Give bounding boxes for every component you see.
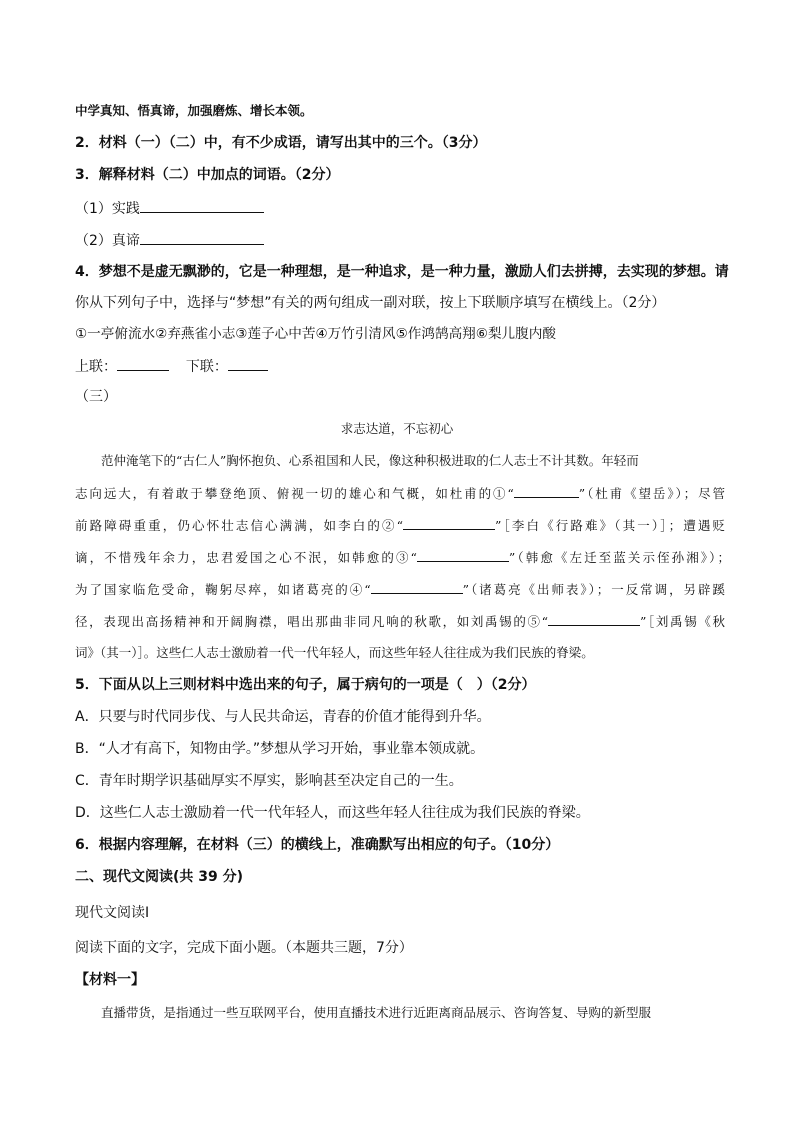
fill-blank-1[interactable] [514, 483, 579, 498]
question-5-option-b[interactable]: B．“人才有高下，知物由学。”梦想从学习开始，事业靠本领成就。 [75, 741, 485, 757]
question-4-line-1: 4．梦想不是虚无飘渺的，它是一种理想，是一种追求，是一种力量，激励人们去拼搏，去实现的梦想。请 [75, 264, 729, 280]
question-6: 6．根据内容理解，在材料（三）的横线上，准确默写出相应的句子。（10分） [75, 837, 560, 853]
question-5-option-a[interactable]: A．只要与时代同步伐、与人民共命运，青春的价值才能得到升华。 [75, 709, 491, 725]
question-4-line-2: 你从下列句子中，选择与“梦想”有关的两句组成一副对联，按上下联顺序填写在横线上。（2分） [75, 295, 666, 311]
lower-couplet-blank[interactable] [228, 356, 268, 371]
material-3-line-1: 范仲淹笔下的“古仁人”胸怀抱负、心系祖国和人民，像这种积极进取的仁人志士不计其数。年轻而 [101, 453, 639, 468]
question-5-option-d[interactable]: D．这些仁人志士激励着一代一代年轻人，而这些年轻人往往成为我们民族的脊梁。 [75, 805, 590, 821]
section-3-label: （三） [75, 389, 117, 405]
upper-couplet-blank[interactable] [117, 356, 169, 371]
material-3-title: 求志达道，不忘初心 [340, 421, 454, 436]
lower-couplet-label: 下联： [185, 359, 228, 375]
fill-blank-3[interactable] [417, 547, 509, 562]
question-3-item-2 [75, 230, 264, 251]
question-5: 5．下面从以上三则材料中选出来的句子，属于病句的一项是（ ）（2分） [75, 677, 536, 693]
section-2-heading: 二、现代文阅读(共 39 分) [75, 869, 244, 885]
q3-item-2-label: （2）真谛 [75, 233, 140, 249]
material-3-line-4: 谪，不惜残年余力，忠君爱国之心不泯，如韩愈的③“ ”（韩愈《左迁至蓝关示侄孙湘》）； [75, 547, 730, 568]
material-1-label: 【材料一】 [75, 972, 145, 988]
question-3: 3．解释材料（二）中加点的词语。（2分） [75, 167, 340, 183]
text-line-continuation: 中学真知、悟真谛，加强磨炼、增长本领。 [75, 103, 313, 118]
material-3-line-3: 前路障碍重重，仍心怀壮志信心满满，如李白的②“ ”［李白《行路难》（其一）］；遭遇贬 [75, 515, 725, 536]
fill-blank-5[interactable] [548, 611, 640, 626]
reading-1-heading: 现代文阅读Ⅰ [75, 905, 150, 921]
question-4-options: ①一亭俯流水②弃燕雀小志③莲子心中苦④万竹引清风⑤作鸿鹄高翔⑥梨儿腹内酸 [75, 326, 556, 342]
material-3-line-5: 为了国家临危受命，鞠躬尽瘁，如诸葛亮的④“ ”（诸葛亮《出师表》）；一反常调，另辟蹊 [75, 579, 725, 600]
question-2: 2．材料（一）（二）中，有不少成语，请写出其中的三个。（3分） [75, 135, 487, 151]
reading-1-instruction: 阅读下面的文字，完成下面小题。（本题共三题，7分） [75, 940, 413, 956]
q3-item-1-label: （1）实践 [75, 201, 140, 217]
question-3-item-1 [75, 198, 264, 219]
material-3-line-6: 径，表现出高扬精神和开阔胸襟，唱出那曲非同凡响的秋歌，如刘禹锡的⑤“ ”［刘禹锡《秋 [75, 611, 725, 632]
question-5-option-c[interactable]: C．青年时期学识基础厚实不厚实，影响甚至决定自己的一生。 [75, 773, 463, 789]
answer-blank[interactable] [140, 198, 264, 213]
fill-blank-4[interactable] [371, 579, 463, 594]
material-3-line-2: 志向远大，有着敢于攀登绝顶、俯视一切的雄心和气概，如杜甫的①“ ”（杜甫《望岳》）；尽管 [75, 483, 725, 504]
question-4-answer-line [75, 356, 268, 377]
material-1-line-1: 直播带货，是指通过一些互联网平台，使用直播技术进行近距离商品展示、咨询答复、导购的新型服 [101, 1005, 652, 1020]
answer-blank[interactable] [140, 230, 264, 245]
material-3-line-7: 词》（其一）］。这些仁人志士激励着一代一代年轻人，而这些年轻人往往成为我们民族的脊梁。 [75, 645, 594, 660]
upper-couplet-label: 上联： [75, 359, 117, 375]
fill-blank-2[interactable] [403, 515, 495, 530]
